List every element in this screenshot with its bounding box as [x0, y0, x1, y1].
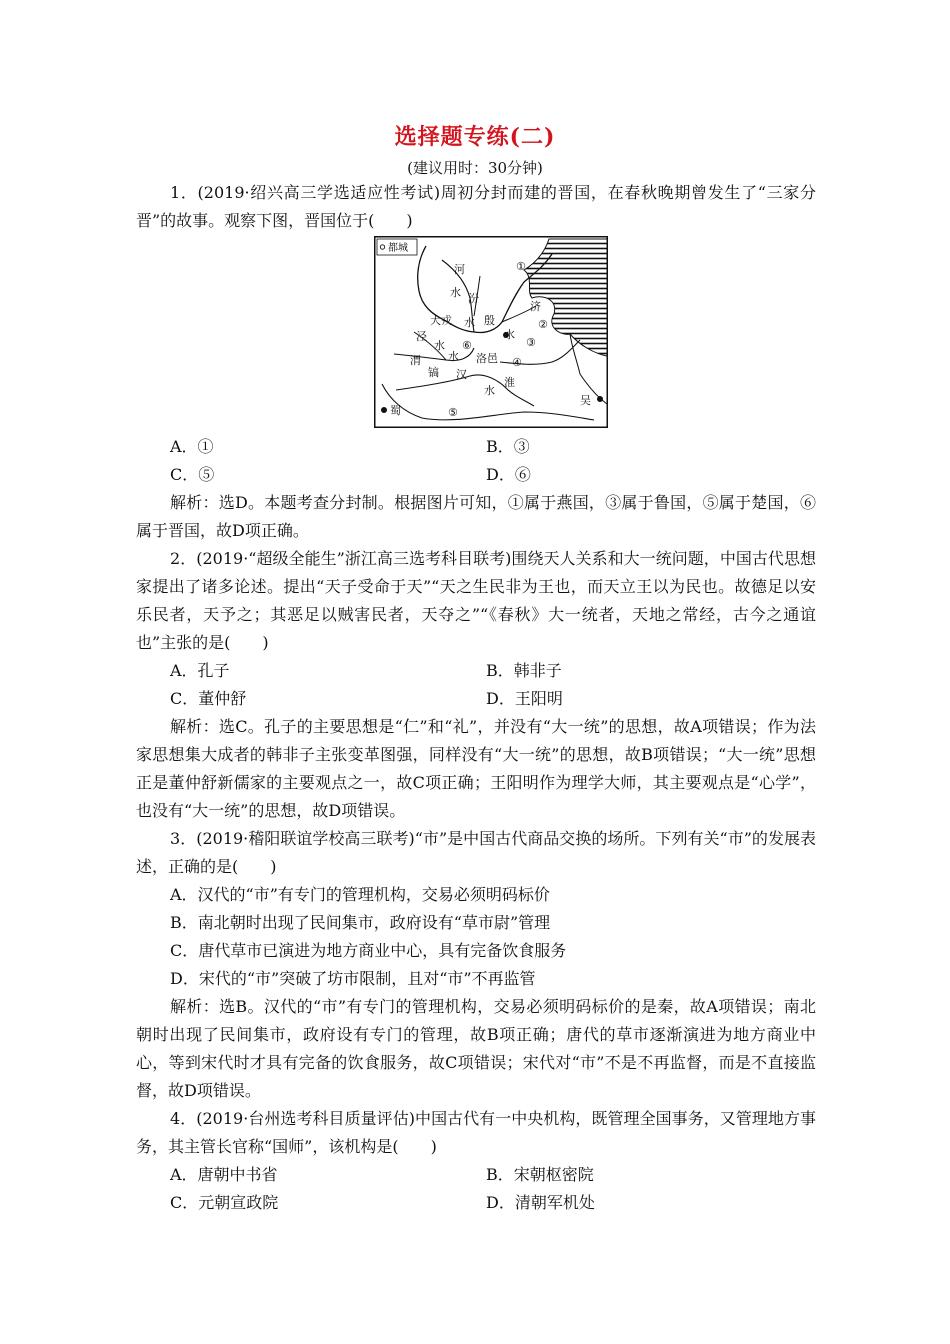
- question-4-stem: 4．(2019·台州选考科目质量评估)中国古代有一中央机构，既管理全国事务，又管理地方事务，其主管长官称“国师”，该机构是( ): [136, 1109, 816, 1156]
- svg-text:⑤: ⑤: [448, 406, 458, 419]
- question-2-option-b: B．韩非子: [486, 661, 562, 680]
- question-1-map: [374, 236, 608, 428]
- question-3-option-c: C．唐代草市已演进为地方商业中心，具有完备饮食服务: [170, 941, 567, 960]
- page-title: 选择题专练(二): [394, 124, 556, 150]
- question-3-option-d: D．宋代的“市”突破了坊市限制，且对“市”不再监管: [170, 969, 536, 988]
- capital-marker: [597, 396, 603, 402]
- svg-text:镐: 镐: [428, 366, 439, 379]
- svg-text:淮: 淮: [504, 376, 515, 389]
- question-1-option-d: D．⑥: [486, 465, 531, 484]
- svg-text:水: 水: [450, 286, 461, 299]
- map-legend: 都城: [388, 243, 408, 254]
- svg-text:②: ②: [538, 318, 548, 331]
- svg-text:汾: 汾: [468, 292, 479, 305]
- question-3-stem: 3．(2019·稽阳联谊学校高三联考)“市”是中国古代商品交换的场所。下列有关“市”的发展表述，正确的是( ): [136, 829, 816, 876]
- question-3-analysis: 解析：选B。汉代的“市”有专门的管理机构，交易必须明码标价的是秦，故A项错误；南北朝时出现了民间集市，政府设有专门的管理，故B项正确；唐代的草市逐渐演进为地方商业中心，等到宋代时才具有完备的饮食服务，故C项错误；宋代对“市”不是不再监督，而是不直接监督，故D项错误。: [136, 997, 816, 1100]
- question-3-option-b: B．南北朝时出现了民间集市，政府设有“草市尉”管理: [170, 913, 551, 932]
- svg-text:水: 水: [484, 384, 495, 397]
- question-1-analysis: 解析：选D。本题考查分封制。根据图片可知，①属于燕国，③属于鲁国，⑤属于楚国，⑥属于晋国，故D项正确。: [136, 493, 816, 540]
- svg-text:水: 水: [464, 316, 475, 329]
- svg-text:渭: 渭: [410, 354, 421, 367]
- question-4-option-a: A．唐朝中书省: [170, 1165, 278, 1184]
- svg-text:泾: 泾: [416, 330, 427, 343]
- svg-text:水: 水: [504, 328, 515, 341]
- question-2-stem: 2．(2019·“超级全能生”浙江高三选考科目联考)围绕天人关系和大一统问题，中国古代思想家提出了诸多论述。提出“天子受命于天”“天之生民非为王也，而天立王以为民也。故德足以安乐民者，天予之；其恶足以贼害民者，天夺之”“《春秋》大一统者，天地之常经，古今之通谊也”主张的是( ): [136, 549, 816, 652]
- question-1-option-c: C．⑤: [170, 465, 215, 484]
- question-2-option-c: C．董仲舒: [170, 689, 247, 708]
- svg-text:水: 水: [448, 350, 459, 363]
- svg-text:汉: 汉: [456, 368, 467, 381]
- svg-text:水: 水: [434, 339, 445, 352]
- question-1-option-a: A．①: [170, 437, 214, 456]
- question-2-analysis: 解析：选C。孔子的主要思想是“仁”和“礼”，并没有“大一统”的思想，故A项错误；作为法家思想集大成者的韩非子主张变革图强，同样没有“大一统”的思想，故B项错误；“大一统”思想正是董仲舒新儒家的主要观点之一，故C项正确；王阳明作为理学大师，其主要观点是“心学”，也没有“大一统”的思想，故D项错误。: [136, 717, 816, 820]
- question-2-option-d: D．王阳明: [486, 689, 563, 708]
- svg-text:殷: 殷: [484, 314, 495, 327]
- capital-marker: [381, 407, 387, 413]
- page-subtitle: (建议用时：30分钟): [407, 159, 543, 177]
- question-2-option-a: A．孔子: [170, 661, 230, 680]
- svg-text:⑥: ⑥: [462, 339, 472, 352]
- svg-text:犬戎: 犬戎: [430, 314, 452, 327]
- question-1-stem: 1．(2019·绍兴高三学选适应性考试)周初分封而建的晋国，在春秋晚期曾发生了“三家分晋”的故事。观察下图，晋国位于( ): [136, 183, 816, 230]
- svg-text:济: 济: [530, 300, 541, 313]
- question-4-option-d: D．清朝军机处: [486, 1193, 595, 1212]
- svg-text:洛邑: 洛邑: [476, 352, 498, 365]
- svg-text:④: ④: [512, 356, 522, 369]
- svg-text:河: 河: [454, 263, 465, 276]
- question-4-option-b: B．宋朝枢密院: [486, 1165, 594, 1184]
- question-4-option-c: C．元朝宣政院: [170, 1193, 279, 1212]
- svg-text:蜀: 蜀: [390, 404, 401, 417]
- svg-text:吴: 吴: [580, 394, 591, 407]
- question-3-option-a: A．汉代的“市”有专门的管理机构，交易必须明码标价: [170, 885, 550, 904]
- svg-text:①: ①: [516, 260, 526, 273]
- svg-text:③: ③: [526, 336, 536, 349]
- question-1-option-b: B．③: [486, 437, 530, 456]
